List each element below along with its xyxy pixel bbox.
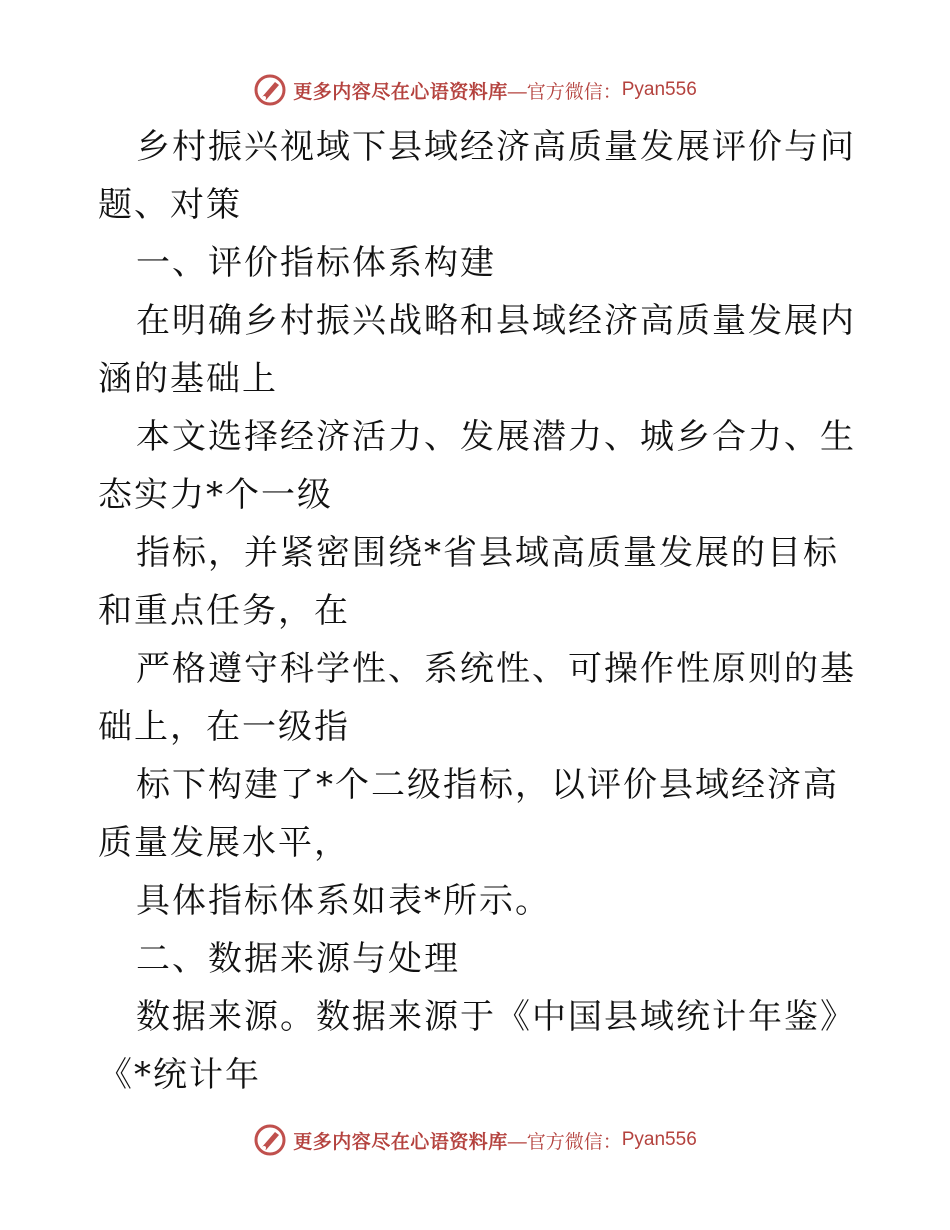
watermark-separator: —官方微信：	[507, 1131, 622, 1153]
section-heading: 一、评价指标体系构建	[136, 243, 496, 283]
watermark-separator: —官方微信：	[507, 81, 622, 103]
paragraph: 具体指标体系如表*所示。	[136, 881, 551, 921]
pen-logo-icon	[253, 1123, 287, 1157]
paragraph: 本文选择经济活力、发展潜力、城乡合力、生态实力*个一级	[98, 417, 856, 515]
pen-logo-icon	[253, 73, 287, 107]
paragraph: 指标，并紧密围绕*省县域高质量发展的目标和重点任务，在	[98, 533, 839, 631]
watermark-wechat-id: Pyan556	[621, 79, 697, 100]
paragraph: 标下构建了*个二级指标，以评价县域经济高质量发展水平，	[98, 765, 839, 863]
paragraph: 在明确乡村振兴战略和县域经济高质量发展内涵的基础上	[98, 301, 856, 399]
watermark-header	[0, 70, 950, 110]
watermark-text: 更多内容尽在心语资料库	[293, 80, 508, 103]
paragraph: 数据来源。数据来源于《中国县域统计年鉴》《*统计年	[98, 997, 856, 1095]
document-body	[98, 118, 858, 1104]
watermark-text: 更多内容尽在心语资料库	[293, 1130, 508, 1153]
watermark-wechat-id: Pyan556	[621, 1129, 697, 1150]
paragraph: 严格遵守科学性、系统性、可操作性原则的基础上，在一级指	[98, 649, 856, 747]
section-heading: 二、数据来源与处理	[136, 939, 460, 979]
watermark-footer	[0, 1120, 950, 1160]
doc-title: 乡村振兴视域下县域经济高质量发展评价与问题、对策	[98, 127, 856, 225]
